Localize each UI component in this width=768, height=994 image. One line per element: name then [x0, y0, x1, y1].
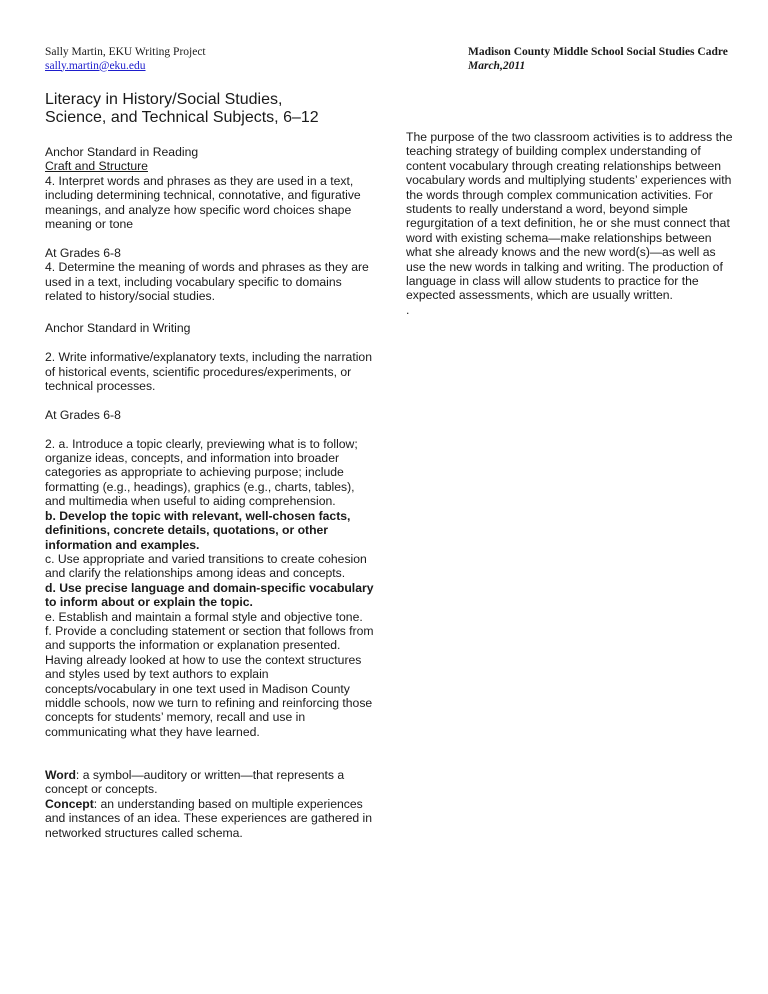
writing-grades-label: At Grades 6-8 — [45, 407, 121, 422]
definition-word — [45, 768, 375, 797]
writing-followup: Having already looked at how to use the context structures and styles used by text authors to explain concepts/vocabulary in one text used in Madison County middle schools, now we turn to refining and reinforcing those concepts for students’ memory, recall and use in communicating what they have learned. — [45, 652, 373, 739]
definition-term: Concept — [45, 796, 94, 811]
reading-grades-label: At Grades 6-8 — [45, 245, 121, 260]
purpose-paragraph: The purpose of the two classroom activities is to address the teaching strategy of building complex understanding of content vocabulary through creating relationships between vocabulary words and multiplying students’ experiences with the words through complex communication activities. For students to really understand a word, beyond simple regurgitation of a text definition, he or she must connect that word with existing schema—make relationships between what she already knows and the new word(s)—as well as use the new words in talking and writing. The production of language in class will allow students to practice for the expected assessments, which are usually written. — [406, 130, 733, 303]
writing-heading: Anchor Standard in Writing — [45, 321, 191, 336]
right-column — [406, 46, 736, 317]
date-line: March,2011 — [468, 59, 526, 72]
reading-subheading: Craft and Structure — [45, 159, 148, 174]
organization-line: Madison County Middle School Social Studies Cadre — [468, 46, 728, 58]
title-line-1: Literacy in History/Social Studies, — [45, 91, 283, 108]
right-header — [468, 46, 736, 73]
writing-item-d: d. Use precise language and domain-specific vocabulary to inform about or explain the topic. — [45, 580, 374, 610]
definition-text: : a symbol—auditory or written—that represents a concept or concepts. — [45, 767, 345, 797]
writing-section — [45, 321, 375, 739]
email-link[interactable]: sally.martin@eku.edu — [45, 59, 146, 72]
writing-item-c: c. Use appropriate and varied transitions to create cohesion and clarify the relationships among ideas and concepts. — [45, 551, 367, 581]
author-line: Sally Martin, EKU Writing Project — [45, 46, 206, 58]
reading-standard: 4. Interpret words and phrases as they are used in a text, including determining technical, connotative, and figurative meanings, and analyze how specific word choices shape meaning or tone — [45, 173, 361, 232]
reading-section — [45, 145, 375, 303]
writing-item-b: b. Develop the topic with relevant, well-chosen facts, definitions, concrete details, quotations, or other information and examples. — [45, 508, 351, 552]
writing-item-a: 2. a. Introduce a topic clearly, previewing what is to follow; organize ideas, concepts, and information into broader categories as appropriate to achieving purpose; include formatting (e.g., headings), graphics (e.g., charts, tables), and multimedia when useful to aiding comprehension. — [45, 436, 358, 509]
definition-term: Word — [45, 767, 76, 782]
writing-item-f: f. Provide a concluding statement or section that follows from and supports the information or explanation presented. — [45, 623, 374, 653]
definition-concept — [45, 797, 375, 840]
trailing-mark: . — [406, 302, 410, 317]
document-title — [45, 91, 375, 127]
left-header — [45, 46, 375, 73]
title-line-2: Science, and Technical Subjects, 6–12 — [45, 109, 319, 126]
definition-text: : an understanding based on multiple experiences and instances of an idea. These experiences are gathered in networked structures called schema. — [45, 796, 373, 840]
purpose-section — [406, 130, 736, 317]
writing-item-e: e. Establish and maintain a formal style and objective tone. — [45, 609, 363, 624]
definitions-section — [45, 768, 375, 840]
reading-heading: Anchor Standard in Reading — [45, 145, 199, 159]
reading-grades-standard: 4. Determine the meaning of words and phrases as they are used in a text, including vocabulary specific to domains related to history/social studies. — [45, 260, 369, 304]
left-column — [45, 46, 375, 840]
writing-standard: 2. Write informative/explanatory texts, including the narration of historical events, scientific procedures/experiments, or technical processes. — [45, 350, 372, 394]
